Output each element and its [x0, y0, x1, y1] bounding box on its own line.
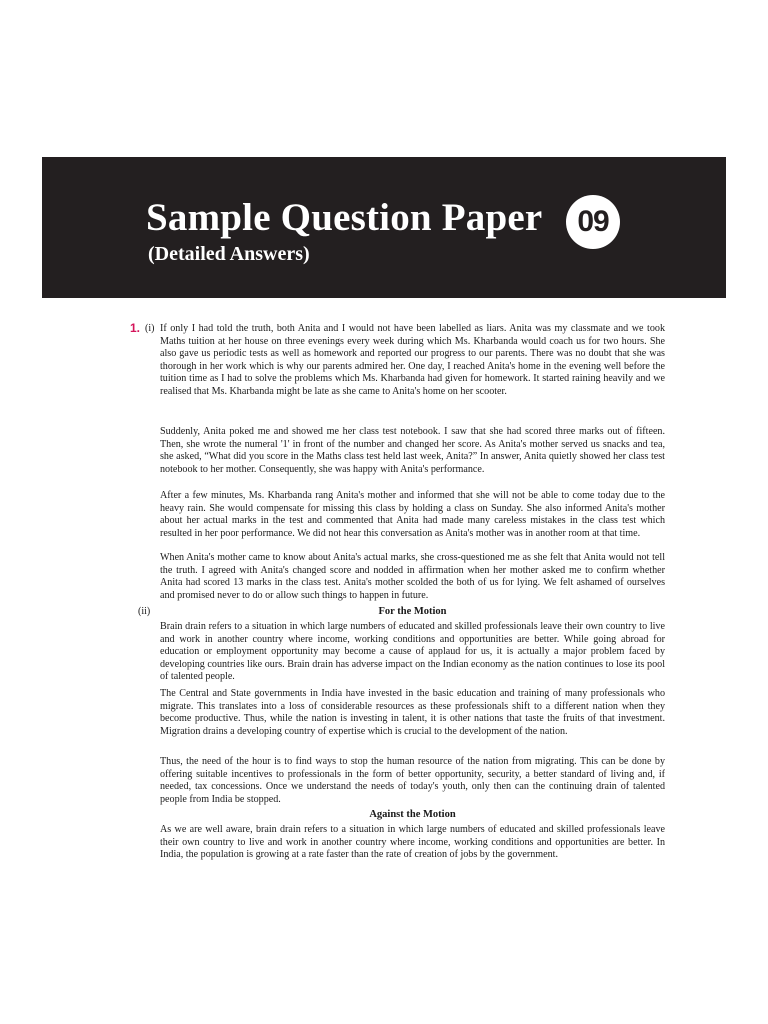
part-i-paragraph-1: If only I had told the truth, both Anita and I would not have been labelled as liars. Anita was my classmate and we took Maths tuition at her house on three evenings every week during which Ms. Kharbanda would coach us for two hours. She also gave us periodic tests as well as homework and reported our progress to our parents. There was no doubt that she was thorough in her work which is why our parents admired her. One day, I reached Anita's home in the evening well before the tuition time as I had to solve the problems which Ms. Kharbanda had given for homework. It started raining heavily and we realised that Ms. Kharbanda might be late as she came to Anita's home on her scooter.: [160, 323, 665, 397]
part-i-paragraph-3: After a few minutes, Ms. Kharbanda rang Anita's mother and informed that she will not be able to come today due to the heavy rain. She would compensate for missing this class by holding a class on Sunday. She also informed Anita's mother about her actual marks in the test and commented that Anita had made many careless mistakes in the class test which resulted in her poor performance. We did not hear this conversation as Anita's mother was in another room at that time.: [160, 490, 665, 539]
for-paragraph-1: Brain drain refers to a situation in which large numbers of educated and skilled professionals leave their own country to live and work in another country where income, working conditions and opportunities are better. While going abroad for education or employment opportunity may become a cause of applaud for us, it is actually a major problem faced by developing countries like ours. Brain drain has adverse impact on the Indian economy as the nation continues to lose its pool of talented people.: [160, 621, 665, 683]
part-i-label: (i): [145, 323, 155, 334]
header-banner: [42, 157, 726, 298]
paper-number-badge: 09: [566, 195, 620, 249]
question-number: 1.: [130, 321, 141, 335]
for-motion-heading: For the Motion: [378, 606, 447, 617]
part-i-paragraph-4: When Anita's mother came to know about Anita's actual marks, she cross-questioned me as she felt that Anita would not tell the truth. I agreed with Anita's changed score and nodded in affirmation when her mother asked me to confirm whether Anita had scored 13 marks in the class test. Anita's mother scolded the both of us for lying. We felt ashamed of ourselves and promised never to do or allow such things to happen in future.: [160, 552, 665, 601]
paper-subtitle: (Detailed Answers): [148, 243, 310, 265]
part-ii-label: (ii): [138, 606, 151, 617]
paper-title: Sample Question Paper: [146, 196, 543, 239]
against-motion-heading: Against the Motion: [369, 809, 456, 820]
part-i-paragraph-2: Suddenly, Anita poked me and showed me her class test notebook. I saw that she had scored three marks out of fifteen. Then, she wrote the numeral '1' in front of the number and changed her score. As Anita's mother served us snacks and tea, she asked, “What did you score in the Maths class test held last week, Anita?” In answer, Anita quietly showed her class test notebook to her mother. Consequently, she was happy with Anita's performance.: [160, 426, 665, 475]
for-paragraph-3: Thus, the need of the hour is to find ways to stop the human resource of the nation from migrating. This can be done by offering suitable incentives to professionals in the form of better opportunity, security, a better standard of living and, if needed, tax concessions. Once we understand the needs of today's youth, only then can the continuing drain of talented people from India be stopped.: [160, 756, 665, 805]
for-paragraph-2: The Central and State governments in India have invested in the basic education and training of many professionals who migrate. This translates into a loss of considerable resources as these professionals shift to a different nation when they become productive. Thus, while the nation is investing in talent, it is other nations that taste the fruits of that investment. Migration drains a developing country of expertise which is crucial to the development of the nation.: [160, 688, 665, 737]
against-paragraph-1: As we are well aware, brain drain refers to a situation in which large numbers of educated and skilled professionals leave their own country to live and work in another country where income, working conditions and opportunities are better. In India, the population is growing at a rate faster than the rate of creation of jobs by the government.: [160, 824, 665, 861]
